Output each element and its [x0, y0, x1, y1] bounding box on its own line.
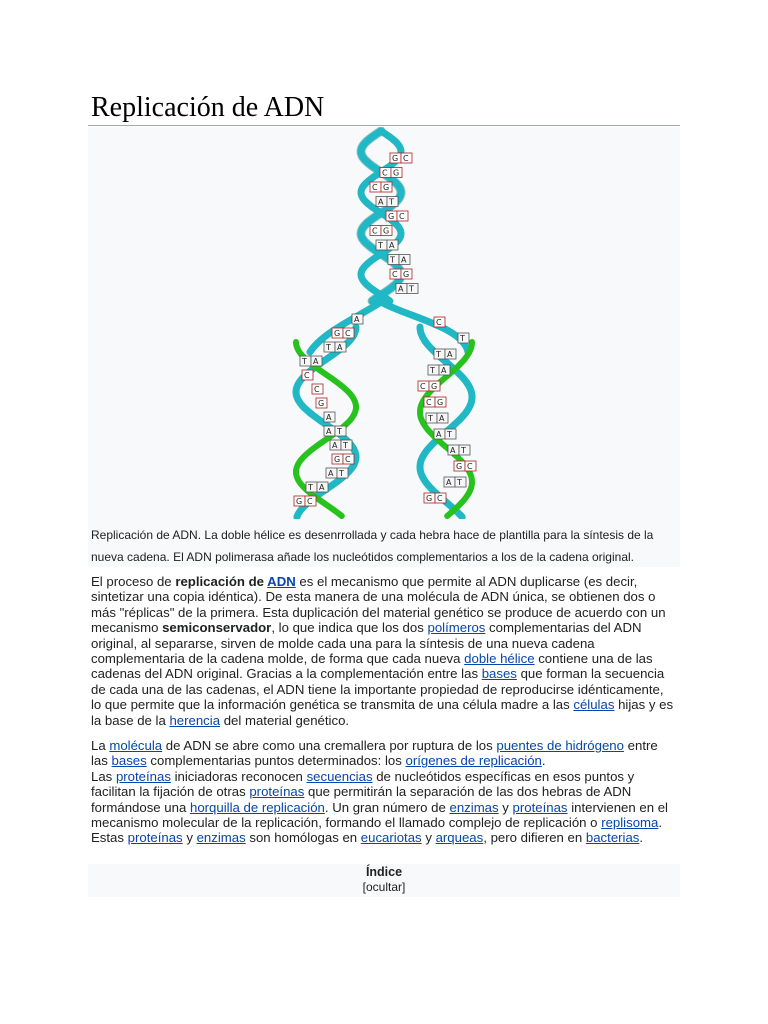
svg-text:G: G — [318, 399, 325, 408]
base-pair-right-2 — [434, 349, 456, 359]
svg-text:C: C — [467, 462, 473, 471]
base-pair-left-8 — [324, 426, 346, 436]
svg-text:G: G — [392, 154, 399, 163]
base-pair-right-7 — [434, 429, 456, 439]
svg-text:C: C — [314, 385, 320, 394]
title-divider — [88, 125, 680, 126]
svg-text:A: A — [354, 315, 360, 324]
base-pair-top-0 — [390, 153, 412, 163]
svg-text:A: A — [450, 446, 456, 455]
svg-text:C: C — [436, 318, 442, 327]
link-polimeros[interactable]: polímeros — [427, 620, 486, 636]
intro-paragraph: El proceso de replicación de ADN es el mecanismo que permite al ADN duplicarse (es decir, sintetizar una copia idéntica). De esta manera de una molécula de ADN única, se obtienen dos o más "réplicas" de la primera. Esta duplicación del material genético se produce de acuerdo con un mecanismo semiconservador, lo que indica que los dos polímeros complementarias del ADN original, al separarse, sirven de molde cada una para la síntesis de una nueva cadena complementaria de la cadena molde, de forma que cada nueva doble hélice contiene una de las cadenas del ADN original. Gracias a la complementación entre las bases que forman la secuencia de cada una de las cadenas, el ADN tiene la importante propiedad de reproducirse idénticamente, lo que permite que la información genética se transmita de una célula madre a las células hijas y es la base de la herencia del material genético. — [91, 574, 674, 728]
base-pair-top-5 — [370, 226, 392, 236]
svg-text:A: A — [328, 469, 334, 478]
link-puentes-de-hidrogeno[interactable]: puentes de hidrógeno — [496, 738, 624, 753]
svg-text:A: A — [389, 241, 395, 250]
base-pair-right-10 — [444, 477, 466, 487]
svg-text:G: G — [426, 494, 433, 503]
svg-text:A: A — [446, 478, 452, 487]
base-pair-left-0 — [352, 314, 363, 324]
link-enzimas-2[interactable]: enzimas — [196, 830, 246, 846]
base-pair-top-2 — [370, 182, 392, 192]
svg-text:T: T — [389, 197, 394, 207]
link-eucariotas[interactable]: eucariotas — [360, 830, 422, 846]
base-pair-top-4 — [386, 211, 408, 221]
svg-text:T: T — [378, 241, 383, 250]
link-bases[interactable]: bases — [481, 666, 517, 682]
svg-text:C: C — [437, 494, 443, 503]
svg-text:C: C — [403, 154, 409, 163]
svg-text:A: A — [326, 413, 332, 422]
svg-text:T: T — [390, 255, 395, 265]
base-pair-top-1 — [380, 168, 402, 178]
svg-text:A: A — [332, 441, 338, 450]
svg-text:G: G — [296, 497, 303, 506]
svg-text:T: T — [447, 430, 452, 439]
svg-text:A: A — [337, 343, 343, 352]
base-pair-left-4 — [302, 370, 313, 380]
svg-text:C: C — [382, 168, 388, 178]
base-pair-right-8 — [448, 445, 470, 455]
link-proteinas[interactable]: proteínas — [115, 768, 171, 784]
svg-text:G: G — [334, 329, 341, 338]
svg-text:T: T — [337, 427, 342, 436]
svg-text:G: G — [403, 270, 410, 279]
svg-text:G: G — [393, 168, 400, 178]
base-pair-left-13 — [294, 496, 316, 506]
base-pair-right-0 — [434, 317, 445, 327]
svg-text:T: T — [457, 478, 462, 487]
figure-caption: Replicación de ADN. La doble hélice es desenrrollada y cada hebra hace de plantilla para la síntesis de la nueva cadena. El ADN polimerasa añade los nucleótidos complementarios a los de la cadena original. — [91, 528, 654, 564]
link-replisoma[interactable]: replisoma — [601, 815, 659, 831]
link-bases-2[interactable]: bases — [111, 753, 147, 769]
svg-text:T: T — [343, 441, 348, 450]
link-proteinas-2[interactable]: proteínas — [249, 784, 305, 800]
svg-text:C: C — [426, 398, 432, 407]
base-pair-left-9 — [330, 440, 352, 450]
link-molecula[interactable]: molécula — [109, 738, 163, 753]
svg-text:T: T — [428, 414, 433, 423]
svg-text:A: A — [313, 357, 319, 366]
link-horquilla-de-replicacion[interactable]: horquilla de replicación — [189, 799, 325, 815]
svg-text:C: C — [399, 212, 405, 221]
table-of-contents — [88, 864, 680, 897]
base-pair-left-2 — [324, 342, 346, 352]
base-pair-left-10 — [332, 454, 354, 464]
svg-text:A: A — [441, 366, 447, 375]
base-pair-top-6 — [376, 240, 398, 250]
mechanism-paragraph: La molécula de ADN se abre como una cremallera por ruptura de los puentes de hidrógeno entre las bases complementarias puntos determinados: los orígenes de replicación. Las proteínas iniciadoras reconocen secuencias de nucleótidos específicas en esos puntos y facilitan la fijación de otras proteínas que permitirán la separación de las dos hebras de ADN formándose una horquilla de replicación. Un gran número de enzimas y proteínas intervienen en el mecanismo molecular de la replicación, formando el llamado complejo de replicación o replisoma. Estas proteínas y enzimas son homólogas en eucariotas y arqueas, pero difieren en bacterias. — [91, 738, 668, 846]
base-pair-left-7 — [324, 412, 335, 422]
link-celulas[interactable]: células — [573, 697, 615, 713]
base-pair-top-7 — [388, 255, 410, 265]
svg-text:T: T — [326, 343, 331, 352]
link-arqueas[interactable]: arqueas — [435, 830, 484, 846]
svg-text:G: G — [383, 226, 390, 236]
base-pair-top-9 — [396, 284, 418, 294]
svg-text:G: G — [437, 398, 444, 407]
svg-text:C: C — [420, 382, 426, 391]
svg-text:A: A — [401, 255, 407, 265]
svg-text:A: A — [447, 350, 453, 359]
dna-replication-illustration — [88, 127, 680, 519]
base-pair-right-5 — [424, 397, 446, 407]
svg-text:T: T — [308, 483, 313, 492]
base-pair-right-6 — [426, 413, 448, 423]
link-adn[interactable]: ADN — [267, 574, 296, 589]
svg-text:A: A — [398, 284, 404, 294]
svg-text:T: T — [430, 366, 435, 375]
link-herencia[interactable]: herencia — [169, 712, 221, 728]
base-pair-right-11 — [424, 493, 446, 503]
svg-text:C: C — [304, 371, 310, 380]
base-pair-right-1 — [458, 333, 469, 343]
base-pair-left-3 — [300, 356, 322, 366]
link-bacterias[interactable]: bacterias — [585, 830, 640, 846]
base-pair-left-5 — [312, 384, 323, 394]
toc-toggle-button[interactable]: [ocultar] — [362, 880, 406, 894]
page-title: Replicación de ADN — [91, 92, 325, 123]
base-pair-left-1 — [332, 328, 354, 338]
base-pair-top-3 — [376, 197, 398, 207]
link-doble-helice[interactable]: doble hélice — [464, 651, 535, 667]
svg-text:A: A — [326, 427, 332, 436]
svg-text:T: T — [409, 284, 414, 294]
base-pair-right-3 — [428, 365, 450, 375]
svg-text:G: G — [431, 382, 438, 391]
svg-text:T: T — [461, 446, 466, 455]
svg-text:A: A — [439, 414, 445, 423]
svg-text:G: G — [383, 183, 390, 192]
svg-text:T: T — [460, 334, 465, 343]
svg-text:C: C — [372, 183, 378, 192]
toc-title: Índice — [365, 865, 403, 879]
dna-replication-figure — [88, 127, 680, 567]
base-pair-right-4 — [418, 381, 440, 391]
svg-text:A: A — [436, 430, 442, 439]
base-pair-top-8 — [390, 269, 412, 279]
base-pair-left-12 — [306, 482, 328, 492]
svg-text:C: C — [345, 329, 351, 338]
svg-text:G: G — [388, 212, 395, 221]
link-proteinas-3[interactable]: proteínas — [512, 799, 568, 815]
svg-text:G: G — [334, 455, 341, 464]
link-secuencias[interactable]: secuencias — [306, 768, 373, 784]
svg-text:C: C — [392, 270, 398, 279]
svg-text:T: T — [436, 350, 441, 359]
link-origenes-de-replicacion[interactable]: orígenes de replicación — [405, 753, 542, 769]
bold-term: replicación de — [175, 574, 268, 589]
base-pair-left-6 — [316, 398, 327, 408]
bold-term-semiconservador: semiconservador — [162, 620, 272, 636]
svg-text:T: T — [302, 357, 307, 366]
svg-text:G: G — [456, 462, 463, 471]
svg-text:C: C — [307, 497, 313, 506]
base-pair-right-9 — [454, 461, 476, 471]
link-proteinas-4[interactable]: proteínas — [127, 830, 183, 846]
link-enzimas[interactable]: enzimas — [449, 799, 499, 815]
svg-text:C: C — [345, 455, 351, 464]
svg-text:A: A — [319, 483, 325, 492]
svg-text:T: T — [339, 469, 344, 478]
svg-text:A: A — [378, 197, 384, 207]
svg-text:C: C — [372, 226, 378, 236]
base-pair-left-11 — [326, 468, 348, 478]
